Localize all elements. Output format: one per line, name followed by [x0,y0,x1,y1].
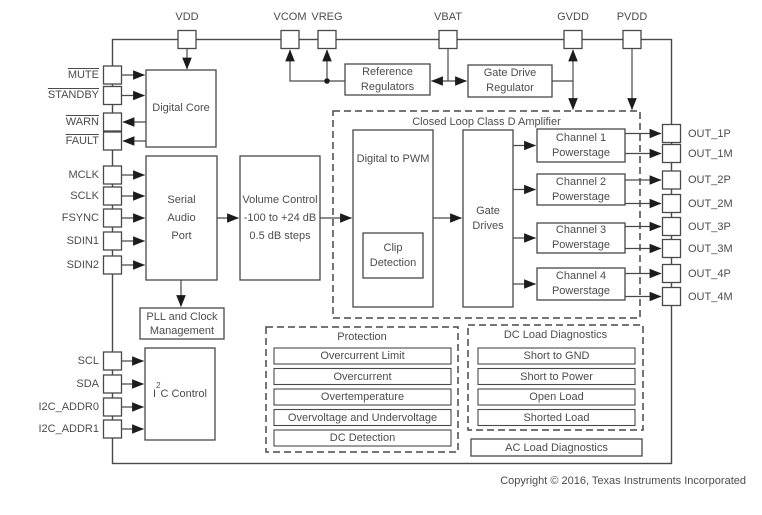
pin-out-2p [663,171,681,189]
dc-diag-item: Open Load [529,391,584,403]
pin-mute-label: MUTE [67,69,99,81]
pin-i2c-addr1-label: I2C_ADDR1 [38,423,99,435]
class-d-amplifier-title: Closed Loop Class D Amplifier [412,116,561,128]
ac-load-diagnostics-label: AC Load Diagnostics [505,441,608,454]
pin-sclk [104,187,122,205]
pin-vreg-label: VREG [311,11,343,23]
pin-out-1m-label: OUT_1M [688,148,733,160]
pin-warn [104,113,122,131]
pin-i2c-addr0-label: I2C_ADDR0 [38,401,99,413]
pin-fsync-label: FSYNC [61,212,99,224]
pin-out-4p [663,265,681,283]
gate-drive-regulator-label: Gate Drive Regulator [483,67,537,94]
copyright-notice: Copyright © 2016, Texas Instruments Incorporated [500,475,746,487]
pin-mclk [104,166,122,184]
pin-standby [104,87,122,105]
clip-detection-label: Clip Detection [369,241,417,269]
digital-core-label: Digital Core [152,102,210,114]
pin-scl-label: SCL [77,355,99,367]
pin-gvdd [564,31,582,49]
channel-2-powerstage-label: Channel 2 Powerstage [551,175,611,203]
pin-out-3m [663,240,681,258]
wire-refreg-to-vcom [290,50,345,81]
channel-3-powerstage-label: Channel 3 Powerstage [551,224,611,251]
protection-item: Overvoltage and Undervoltage [287,411,438,424]
channel-4-powerstage-label: Channel 4 Powerstage [551,270,611,297]
reference-regulators-label: Reference Regulators [360,65,415,93]
pin-mute [104,66,122,84]
pin-out-4m-label: OUT_4M [688,291,733,303]
pin-gvdd-label: GVDD [557,11,589,23]
pin-fault [104,132,122,150]
pin-out-1p-label: OUT_1P [688,128,731,140]
protection-item: Overcurrent [333,370,392,383]
pin-out-1p [663,125,681,143]
pin-fsync [104,209,122,227]
protection-item: DC Detection [329,432,396,444]
pin-out-1m [663,145,681,163]
pin-out-2m [663,195,681,213]
protection-title: Protection [337,331,387,343]
pin-pvdd-label: PVDD [616,11,648,23]
pin-vcom [281,31,299,49]
pin-i2c-addr1 [104,420,122,438]
protection-item: Overcurrent Limit [320,350,405,362]
pin-out-3p [663,218,681,236]
pin-out-4m [663,288,681,306]
volume-control-label: Volume Control -100 to +24 dB 0.5 dB steps [242,194,318,242]
pin-out-4p-label: OUT_4P [688,268,731,280]
pin-sdin1 [104,232,122,250]
pin-vbat [439,31,457,49]
pin-sclk-label: SCLK [70,190,99,202]
pin-vcom-label: VCOM [273,11,307,23]
pin-scl [104,352,122,370]
pin-vreg [318,31,336,49]
pin-out-2p-label: OUT_2P [688,174,731,186]
i2c-control-label: $I^2C$ Control [153,380,207,400]
pin-standby-label: STANDBY [47,89,99,101]
pin-sdin2-label: SDIN2 [66,259,99,271]
dc-diag-item: Short to GND [523,350,590,362]
digital-to-pwm-label: Digital to PWM [356,153,430,165]
pin-sdin1-label: SDIN1 [66,235,99,247]
pin-out-3m-label: OUT_3M [688,243,733,255]
pll-clock-label: PLL and Clock Management [146,310,218,337]
pin-out-3p-label: OUT_3P [688,221,731,233]
pin-i2c-addr0 [104,398,122,416]
pin-out-2m-label: OUT_2M [688,198,733,210]
pin-sda-label: SDA [76,378,99,390]
pin-sdin2 [104,256,122,274]
pin-vbat-label: VBAT [434,11,462,23]
pin-vdd [178,31,196,49]
pin-fault-label: FAULT [65,135,99,147]
pin-vdd-label: VDD [175,11,199,23]
serial-audio-port-label: Serial Audio Port [167,194,196,242]
pin-sda [104,375,122,393]
gate-drives-label: Gate Drives [472,204,504,232]
channel-1-powerstage-label: Channel 1 Powerstage [551,131,611,159]
pin-warn-label: WARN [65,116,99,128]
pin-mclk-label: MCLK [68,169,99,181]
junction-dot [324,78,330,84]
pin-pvdd [623,31,641,49]
protection-item: Overtemperature [320,391,405,403]
dc-diag-item: Shorted Load [523,411,590,424]
dc-diag-item: Short to Power [520,370,593,383]
dc-load-diagnostics-title: DC Load Diagnostics [503,329,608,341]
